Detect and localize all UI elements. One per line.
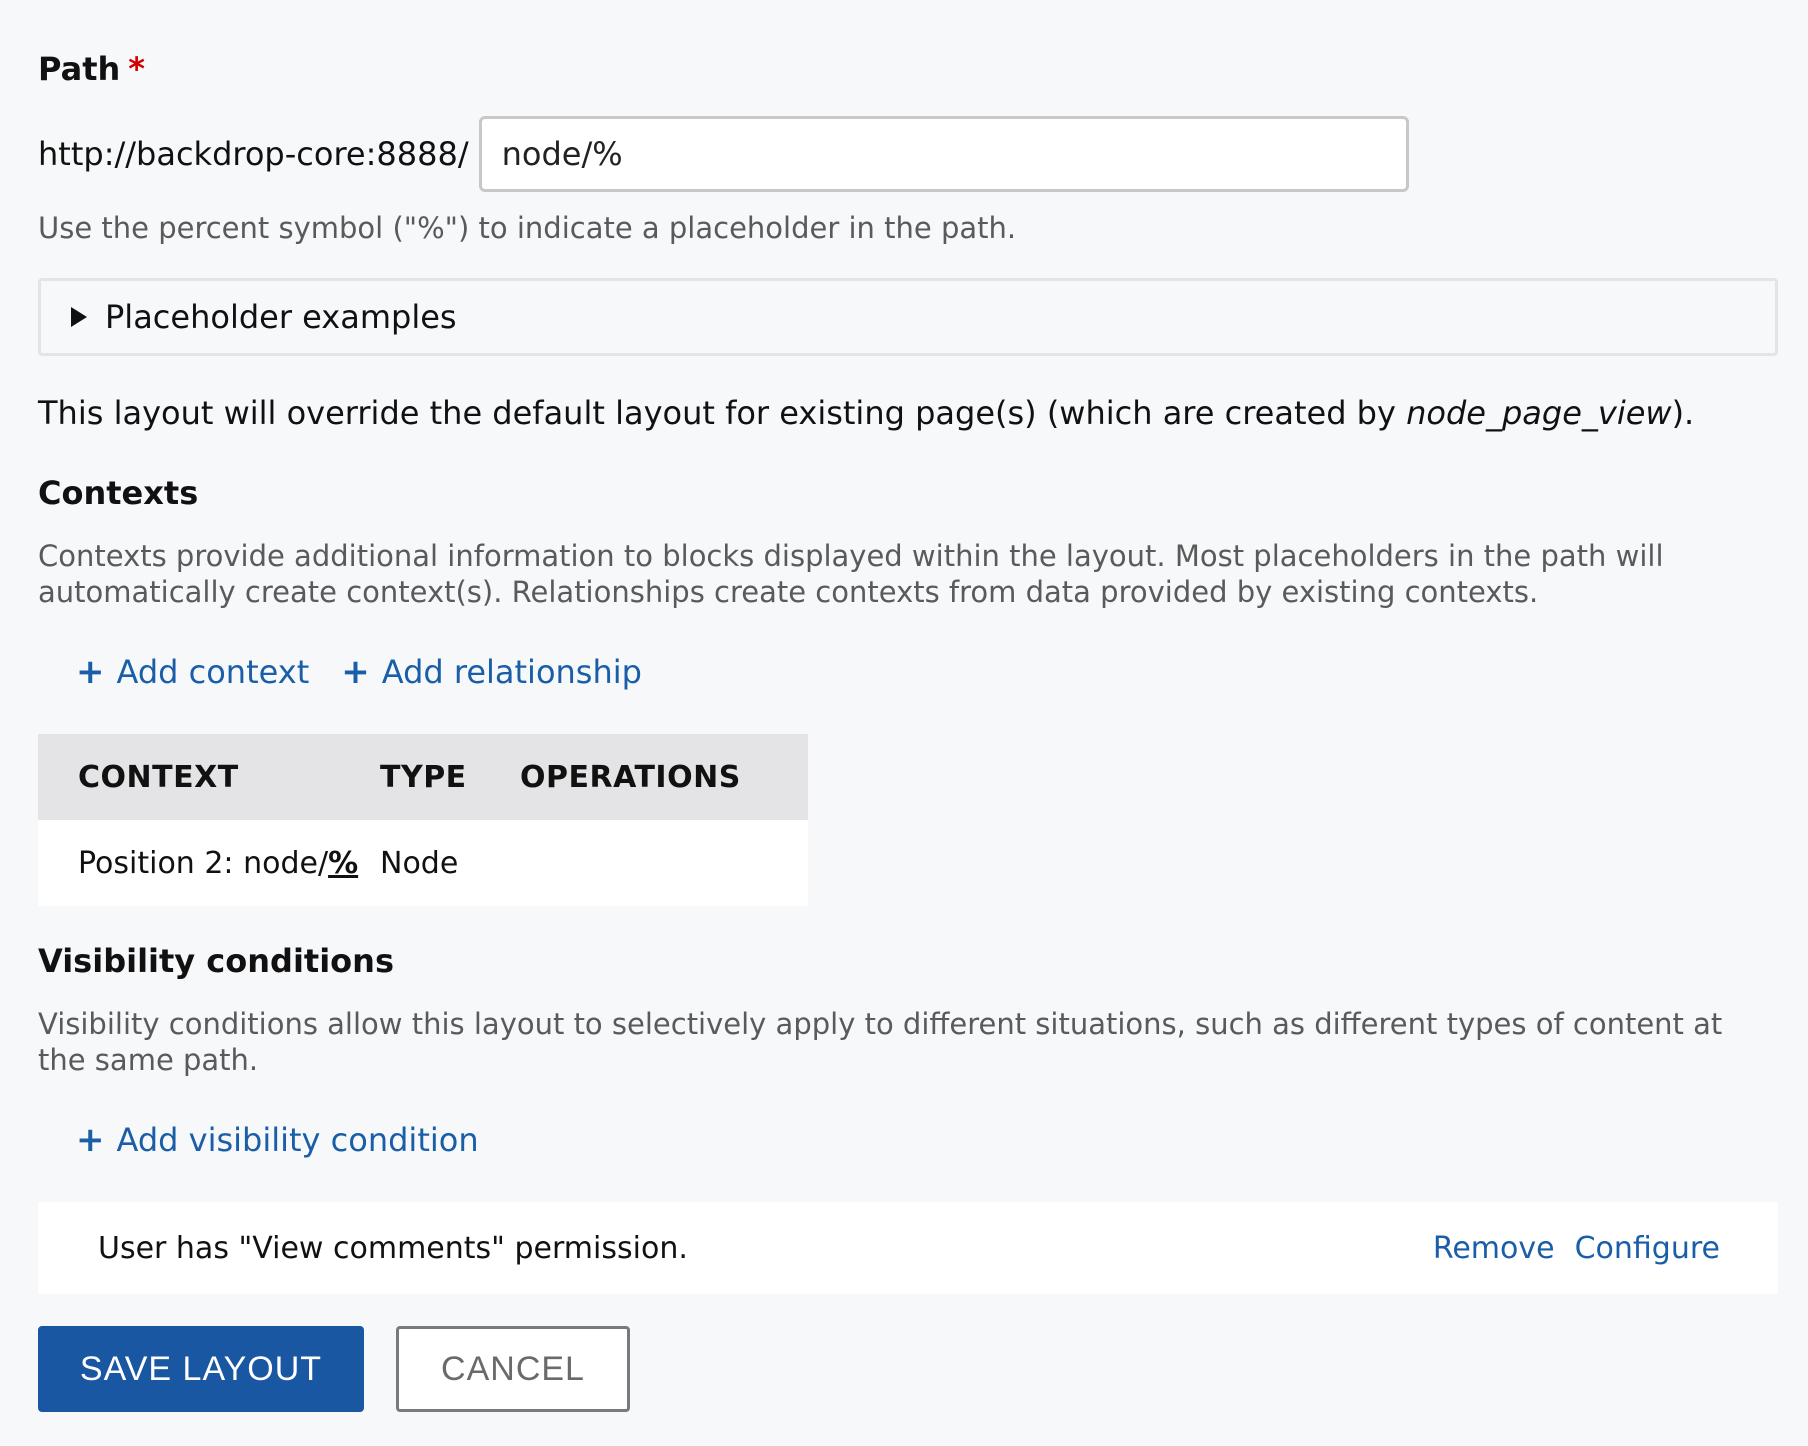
form-actions — [38, 1326, 630, 1412]
type-cell: Node — [380, 820, 520, 906]
visibility-condition-row — [38, 1202, 1778, 1294]
required-marker: * — [128, 50, 145, 88]
column-header-context: CONTEXT — [38, 734, 380, 820]
add-relationship-link[interactable] — [341, 652, 642, 692]
add-context-label: Add context — [116, 653, 310, 691]
override-callback: node_page_view — [1406, 394, 1672, 432]
save-layout-button[interactable]: SAVE LAYOUT — [38, 1326, 364, 1412]
add-visibility-condition-link[interactable] — [76, 1120, 479, 1160]
condition-text: User has "View comments" permission. — [98, 1230, 688, 1266]
visibility-help-text: Visibility conditions allow this layout to selectively apply to different situations, such as different types of content at the same path. — [38, 1007, 1723, 1077]
path-prefix: http://backdrop-core:8888/ — [38, 135, 469, 173]
context-cell — [38, 820, 380, 906]
path-input[interactable] — [479, 116, 1409, 192]
condition-operations — [1433, 1231, 1720, 1266]
context-prefix: Position 2: node/ — [78, 845, 329, 881]
path-help-text: Use the percent symbol ("%") to indicate a placeholder in the path. — [38, 211, 1017, 245]
visibility-heading: Visibility conditions — [38, 942, 394, 980]
plus-icon: + — [76, 652, 105, 692]
add-context-link[interactable] — [76, 652, 309, 692]
path-row — [38, 116, 1409, 192]
override-text-before: This layout will override the default layout for existing page(s) (which are created by — [38, 394, 1407, 432]
remove-condition-link[interactable]: Remove — [1432, 1230, 1555, 1266]
table-header-row — [38, 734, 808, 820]
cancel-button[interactable]: CANCEL — [396, 1326, 630, 1412]
plus-icon: + — [76, 1120, 105, 1160]
plus-icon: + — [341, 652, 370, 692]
contexts-heading: Contexts — [38, 474, 199, 512]
path-label-text: Path — [38, 50, 121, 88]
configure-condition-link[interactable]: Configure — [1574, 1230, 1720, 1266]
override-text-after: ). — [1671, 394, 1695, 432]
visibility-actions — [76, 1120, 479, 1160]
add-visibility-condition-label: Add visibility condition — [116, 1121, 479, 1159]
add-relationship-label: Add relationship — [381, 653, 642, 691]
contexts-actions — [76, 652, 642, 692]
table-row — [38, 820, 808, 906]
path-label — [38, 50, 145, 88]
column-header-operations: OPERATIONS — [520, 734, 808, 820]
placeholder-examples-label: Placeholder examples — [105, 298, 457, 336]
override-notice — [38, 394, 1694, 432]
operations-cell — [520, 820, 808, 906]
placeholder-examples-toggle[interactable] — [38, 278, 1778, 356]
column-header-type: TYPE — [380, 734, 520, 820]
contexts-table — [38, 734, 808, 906]
contexts-help-text: Contexts provide additional information to blocks displayed within the layout. Most placeholders in the path will automatically create context(s). Relationships create contexts from data provided by existing contexts. — [38, 539, 1664, 609]
expand-triangle-icon — [71, 307, 87, 327]
context-placeholder: % — [328, 845, 359, 881]
